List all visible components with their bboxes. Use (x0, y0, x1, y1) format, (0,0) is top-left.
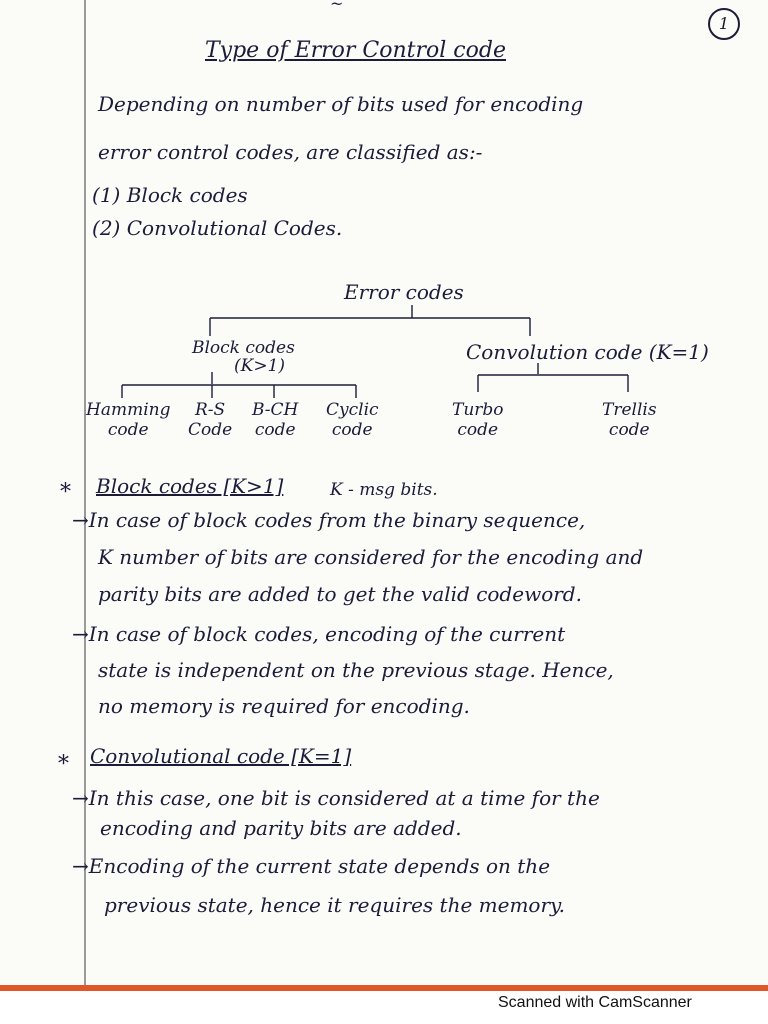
tree-conv-label: Convolution code (K=1) (466, 340, 709, 364)
conv-section-heading: Convolutional code [K=1] (90, 744, 352, 768)
class-item-label: Convolutional Codes. (126, 216, 343, 240)
block-p2-line-2: state is independent on the previous stage. Hence, (98, 658, 614, 682)
block-section-star: * (60, 480, 71, 505)
class-item-num: 2 (99, 216, 113, 240)
leaf-bch: B-CH code (252, 400, 299, 440)
class-item-label: Block codes (126, 183, 248, 207)
class-item-2: (2) Convolutional Codes. (92, 216, 343, 240)
page-title: Type of Error Control code (205, 38, 506, 63)
block-section-note: K - msg bits. (330, 480, 438, 500)
block-p2-line-1: →In case of block codes, encoding of the current (72, 622, 566, 646)
block-p2-line-3: no memory is required for encoding. (98, 694, 470, 718)
leaf-cyclic: Cyclic code (326, 400, 379, 440)
intro-line-1: Depending on number of bits used for encoding (98, 92, 584, 116)
leaf-trellis: Trellis code (602, 400, 657, 440)
leaf-hamming: Hamming code (86, 400, 171, 440)
arrow-icon: → (72, 622, 89, 646)
leaf-rs: R-S Code (188, 400, 233, 440)
arrow-icon: → (72, 508, 89, 532)
block-p1-line-2: K number of bits are considered for the encoding and (98, 545, 644, 569)
conv-p2-line-1: →Encoding of the current state depends on the (72, 854, 551, 878)
arrow-icon: → (72, 854, 89, 878)
conv-section-star: * (58, 752, 69, 777)
conv-p2-line-2: previous state, hence it requires the memory. (104, 893, 566, 917)
tree-block-label: Block codes (192, 338, 295, 358)
intro-line-2: error control codes, are classified as:- (98, 140, 483, 164)
class-item-1: (1) Block codes (92, 183, 248, 207)
conv-p1-line-1: →In this case, one bit is considered at a time for the (72, 786, 600, 810)
class-item-num: 1 (99, 183, 113, 207)
arrow-icon: → (72, 786, 89, 810)
leaf-turbo: Turbo code (452, 400, 504, 440)
page-bottom-edge (0, 985, 768, 991)
scanner-watermark: Scanned with CamScanner (498, 994, 692, 1011)
tree-block-sub: (K>1) (234, 356, 286, 376)
top-mark: ~ (330, 0, 344, 13)
block-p1-line-1: →In case of block codes from the binary sequence, (72, 508, 586, 532)
tree-root: Error codes (344, 280, 464, 304)
conv-p1-line-2: encoding and parity bits are added. (100, 816, 462, 840)
page-number: 1 (708, 8, 740, 40)
block-section-heading: Block codes [K>1] (96, 474, 284, 498)
block-p1-line-3: parity bits are added to get the valid codeword. (98, 582, 582, 606)
